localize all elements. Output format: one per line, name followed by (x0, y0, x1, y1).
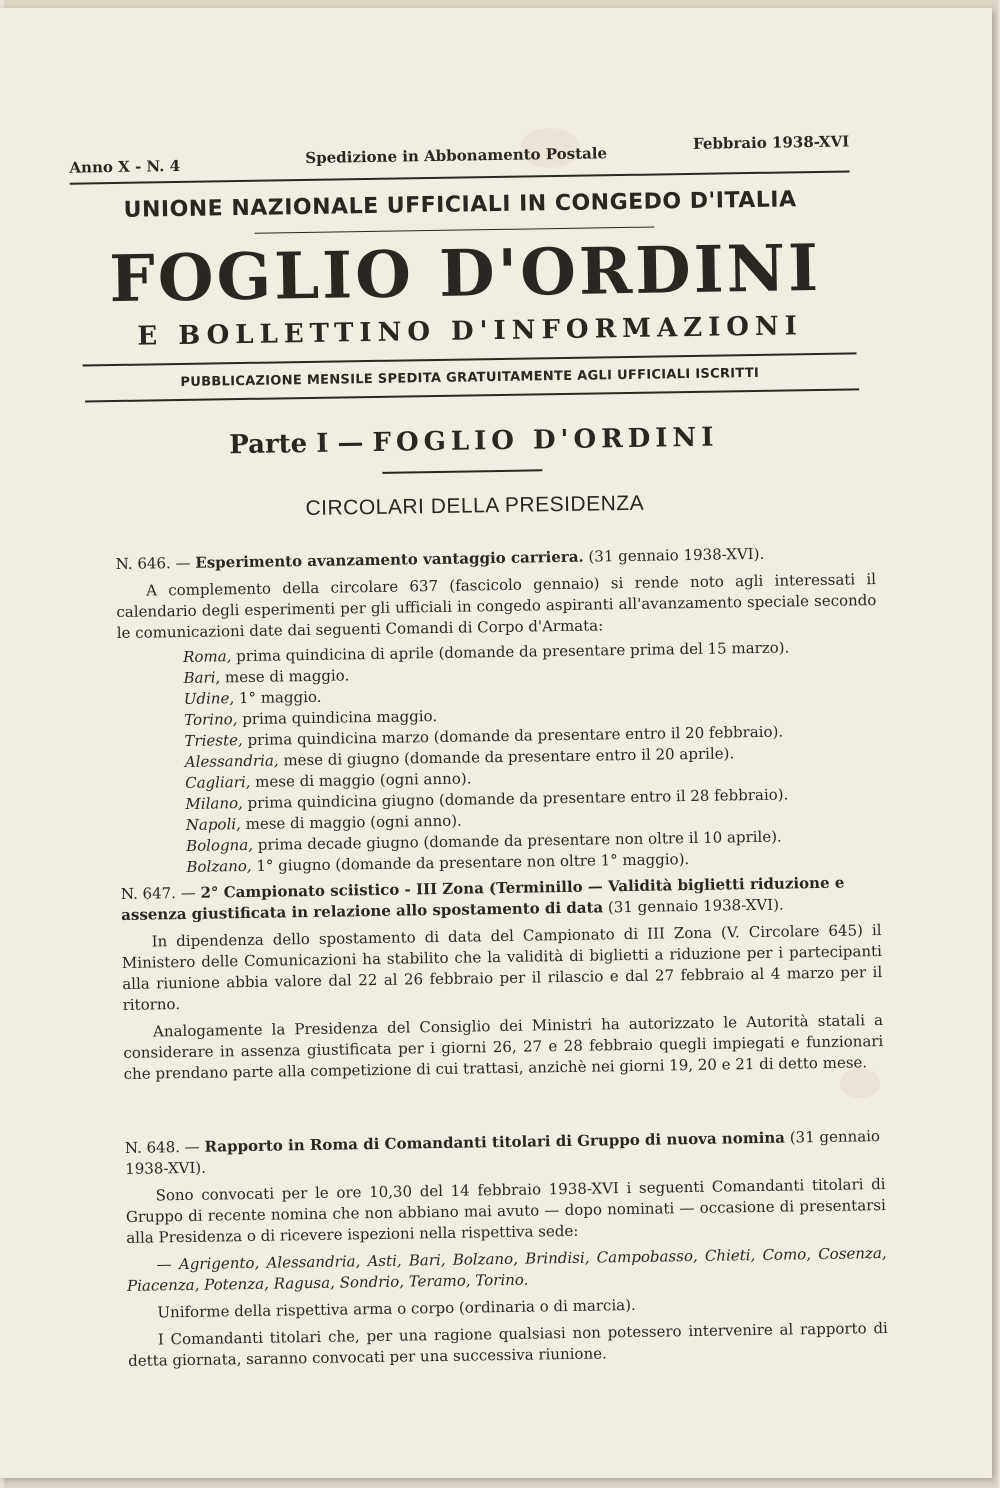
circular-paragraph: Sono convocati per le ore 10,30 del 14 febbraio 1938-XVI i seguenti Comandanti titolari di Gruppo di recente nomina che non abbiano mai avuto — dopo nominati — occasione di presentarsi alla Presidenza o di ricevere ispezioni nella rispettiva sede: (125, 1175, 886, 1247)
circular-648 (125, 1126, 889, 1372)
circular-paragraph: Analogamente la Presidenza del Consiglio dei Ministri ha autorizzato le Autorità statali a considerare in assenza giustificata per i giorni 26, 27 e 28 febbraio quegli impiegati e funzionari che prendano parte alla competizione di cui trattasi, anzichè nei giorni 19, 20 e 21 di detto mese. (123, 1011, 884, 1083)
shipping-note: Spedizione in Abbonamento Postale (305, 144, 608, 167)
schedule-list (183, 636, 881, 878)
schedule-text: 1° giugno (domande da presentare non oltre 1° maggio). (256, 850, 690, 875)
schedule-text: prima decade giugno (domande da presentare non oltre il 10 aprile). (257, 827, 782, 854)
schedule-text: mese di maggio (ogni anno). (255, 769, 472, 791)
part-underline (382, 469, 542, 474)
publication-tagline: PUBBLICAZIONE MENSILE SPEDITA GRATUITAMENTE AGLI UFFICIALI ISCRITTI (180, 365, 760, 390)
schedule-city: Udine, (183, 689, 235, 708)
schedule-city: Roma, (183, 647, 232, 666)
document-page (0, 8, 992, 1478)
circular-paragraph: Uniforme della rispettiva arma o corpo (ordinaria o di marcia). (157, 1295, 636, 1322)
section-title: CIRCOLARI DELLA PRESIDENZA (305, 491, 645, 521)
circular-title: 2° Campionato sciistico - III Zona (Terminillo — Validità biglietti riduzione e assenza giustificata in relazione allo spostamento di data (121, 873, 845, 924)
schedule-text: mese di maggio (ogni anno). (245, 811, 462, 834)
circular-647 (121, 872, 884, 1085)
organization-underline (255, 227, 655, 234)
schedule-text: prima quindicina maggio. (242, 706, 438, 729)
tagline-divider (85, 388, 859, 402)
circular-paragraph: In dipendenza dello spostamento di data del Campionato di III Zona (V. Circolare 645) il Ministero delle Comunicazioni ha stabilito che la validità di biglietti a riduzione per i partecipanti alla riunione abbia valore dal 22 al 26 febbraio per il rilascio e dal 27 febbraio al 4 marzo per il ritorno. (121, 921, 883, 1014)
part-label: Parte I (229, 428, 329, 461)
organization-name: UNIONE NAZIONALE UFFICIALI IN CONGEDO D'ITALIA (123, 187, 797, 223)
issue-date: Febbraio 1938-XVI (692, 132, 850, 153)
schedule-city: Bologna, (185, 835, 254, 855)
schedule-city: Cagliari, (184, 772, 251, 792)
schedule-city: Bari, (183, 668, 221, 687)
circular-number: N. 648. — (124, 1137, 200, 1157)
schedule-city: Napoli, (185, 815, 242, 834)
schedule-text: prima quindicina marzo (domande da presentare entro il 20 febbraio). (247, 722, 784, 749)
part-title: FOGLIO D'ORDINI (372, 422, 719, 458)
circular-title: Rapporto in Roma di Comandanti titolari di Gruppo di nuova nomina (204, 1128, 786, 1156)
issue-volume: Anno X - N. 4 (69, 156, 181, 177)
circular-heading (125, 1126, 886, 1180)
masthead-subtitle: E BOLLETTINO D'INFORMAZIONI (137, 311, 804, 352)
city-list: — Agrigento, Alessandria, Asti, Bari, Bolzano, Brindisi, Campobasso, Chieti, Como, Cosenza, Piacenza, Potenza, Ragusa, Sondrio, Teramo, Torino. (126, 1243, 887, 1295)
schedule-text: prima quindicina giugno (domande da presentare entro il 28 febbraio). (247, 785, 789, 812)
part-heading (84, 420, 864, 462)
circular-number: N. 646. — (115, 553, 191, 574)
schedule-text: prima quindicina di aprile (domande da presentare prima del 15 marzo). (236, 638, 790, 666)
circular-paragraph: A complemento della circolare 637 (fascicolo gennaio) si rende noto agli interessati il calendario degli esperimenti per gli ufficiali in congedo aspiranti all'avanzamento speciale secondo le comunicazioni date dai seguenti Comandi di Corpo d'Armata: (116, 570, 877, 643)
schedule-city: Torino, (184, 710, 238, 729)
schedule-city: Alessandria, (184, 751, 279, 771)
schedule-text: mese di maggio. (224, 666, 350, 687)
part-dash: — (337, 428, 364, 459)
circular-number: N. 647. — (120, 883, 196, 903)
circular-646 (116, 542, 881, 879)
circular-date: (31 gennaio 1938-XVI). (607, 895, 784, 917)
schedule-text: 1° maggio. (238, 687, 322, 708)
schedule-city: Milano, (185, 794, 243, 813)
circular-heading (121, 872, 882, 926)
schedule-text: mese di giugno (domande da presentare entro il 20 aprile). (283, 744, 735, 770)
masthead-divider (83, 352, 857, 366)
circular-title: Esperimento avanzamento vantaggio carriera. (195, 547, 584, 572)
document-content (0, 8, 992, 1478)
masthead-title: FOGLIO D'ORDINI (108, 230, 822, 318)
circular-date: (31 gennaio 1938-XVI). (125, 1127, 881, 1178)
schedule-city: Bolzano, (186, 856, 252, 876)
circular-paragraph: I Comandanti titolari che, per una ragione qualsiasi non potessero intervenire al rapporto di detta giornata, saranno convocati per una successiva riunione. (128, 1318, 888, 1370)
circular-date: (31 gennaio 1938-XVI). (588, 544, 765, 566)
schedule-city: Trieste, (184, 731, 243, 750)
